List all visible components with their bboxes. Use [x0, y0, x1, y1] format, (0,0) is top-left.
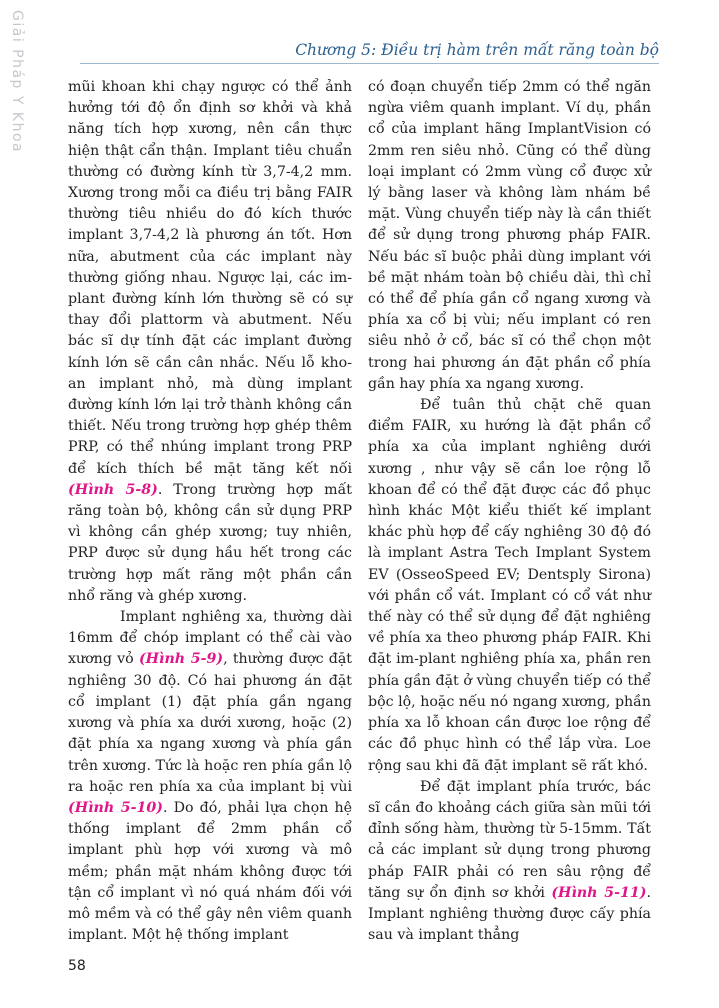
right-column — [368, 77, 651, 946]
left-paragraph-1 — [68, 77, 352, 607]
figure-ref-5-8[interactable]: (Hình 5-8) — [68, 481, 158, 498]
text-run: . Do đó, phải lựa chọn hệ thống implant để 2mm phần cổ implant phù hợp với xương và mô mềm; phần mặt nhám không được tới tận cổ implant vì nó quá nhám đối với mô mềm và có thể gây nên viêm quanh implant. Một hệ thống implant — [68, 799, 353, 944]
left-paragraph-2 — [68, 607, 352, 946]
right-paragraph-1: có đoạn chuyển tiếp 2mm có thể ngăn ngừa viêm quanh implant. Ví dụ, phần cổ của implant hãng ImplantVision có 2mm ren siêu nhỏ. Cũng có thể dùng loại implant có 2mm vùng cổ được xử lý bằng laser và không làm nhám bề mặt. Vùng chuyển tiếp này là cần thiết để sử dụng trong phương pháp FAIR. Nếu bác sĩ buộc phải dùng implant với bề mặt nhám toàn bộ chiều dài, thì chỉ có thể để phía gần cổ ngang xương và phía xa cổ bị vùi; nếu implant có ren siêu nhỏ ở cổ, bác sĩ có thể chọn một trong hai phương án đặt phần cổ phía gần hay phía xa ngang xương. — [368, 79, 651, 392]
text-run: mũi khoan khi chạy ngược có thể ảnh hưởng tới độ ổn định sơ khởi và khả năng tích hợp xương, nên cần thực hiện thật cẩn thận. Implant tiêu chuẩn thường có đường kính từ 3,7-4,2 mm. Xương trong mỗi ca điều trị bằng FAIR thường tiêu nhiều do đó kích thước implant 3,7-4,2 là phương án tốt. Hơn nữa, abutment của các implant này thường giống nhau. Ngược lại, các im-plant đường kính lớn thường sẽ có sự thay đổi plattorm và abutment. Nếu bác sĩ dự tính đặt các implant đường kính lớn sẽ cần cân nhắc. Nếu lỗ kho-an implant nhỏ, mà dùng implant đường kính lớn lại trở thành không cần thiết. Nếu trong trường hợp ghép thêm PRP, có thể nhúng implant trong PRP để kích thích bề mặt tăng kết nối — [68, 79, 352, 477]
figure-ref-5-10[interactable]: (Hình 5-10) — [68, 799, 163, 816]
text-run: , thường được đặt nghiêng 30 độ. Có hai phương án đặt cổ implant (1) đặt phía gần ngang xương và phía xa dưới xương, hoặc (2) đặt phía xa ngang xương và phía gần trên xương. Tức là hoặc ren phía gần lộ ra hoặc ren phía xa của implant bị vùi — [68, 651, 352, 795]
figure-ref-5-11[interactable]: (Hình 5-11) — [551, 884, 647, 901]
left-column — [68, 77, 352, 946]
header-rule — [80, 63, 659, 64]
text-run: . Trong trường hợp mất răng toàn bộ, không cần sử dụng PRP vì không cần ghép xương; tuy nhiên, PRP được sử dụng hầu hết trong các trường hợp mất răng một phần cần nhổ răng và ghép xương. — [68, 481, 352, 604]
chapter-header: Chương 5: Điều trị hàm trên mất răng toàn bộ — [295, 41, 659, 59]
right-paragraph-3 — [368, 777, 651, 947]
text-run: Implant nghiêng xa, thường dài 16mm để chóp implant có thể cài vào xương vỏ — [68, 609, 352, 668]
text-run: . Implant nghiêng thường được cấy phía sau và implant thẳng — [368, 884, 651, 944]
side-brand-label: Giải Pháp Y Khoa — [9, 10, 25, 154]
figure-ref-5-9[interactable]: (Hình 5-9) — [138, 651, 224, 668]
right-paragraph-2: Để tuân thủ chặt chẽ quan điểm FAIR, xu hướng là đặt phần cổ phía xa của implant nghiêng dưới xương , như vậy sẽ cần loe rộng lỗ khoan để có thể đặt được các đồ phục hình khác Một kiểu thiết kế implant khác phù hợp để cấy nghiêng 30 độ đó là implant Astra Tech Implant System EV (OsseoSpeed EV; Dentsply Sirona) với phần cổ vát. Implant có cổ vát như thế này có thể sử dụng để đặt nghiêng về phía xa theo phương pháp FAIR. Khi đặt im-plant nghiêng phía xa, phần ren phía gần đặt ở vùng chuyển tiếp có thể bộc lộ, hoặc nếu nó ngang xương, phần phía xa lỗ khoan cần được loe rộng để các đồ phục hình có thể lắp vừa. Loe rộng sau khi đã đặt implant sẽ rất khó. — [368, 397, 651, 774]
page-number: 58 — [68, 958, 86, 974]
text-run: Để đặt implant phía trước, bác sĩ cần đo khoảng cách giữa sàn mũi tới đỉnh sống hàm, thường từ 5-15mm. Tất cả các implant sử dụng trong phương pháp FAIR phải có ren sâu rộng để tăng sự ổn định sơ khởi — [368, 778, 651, 901]
